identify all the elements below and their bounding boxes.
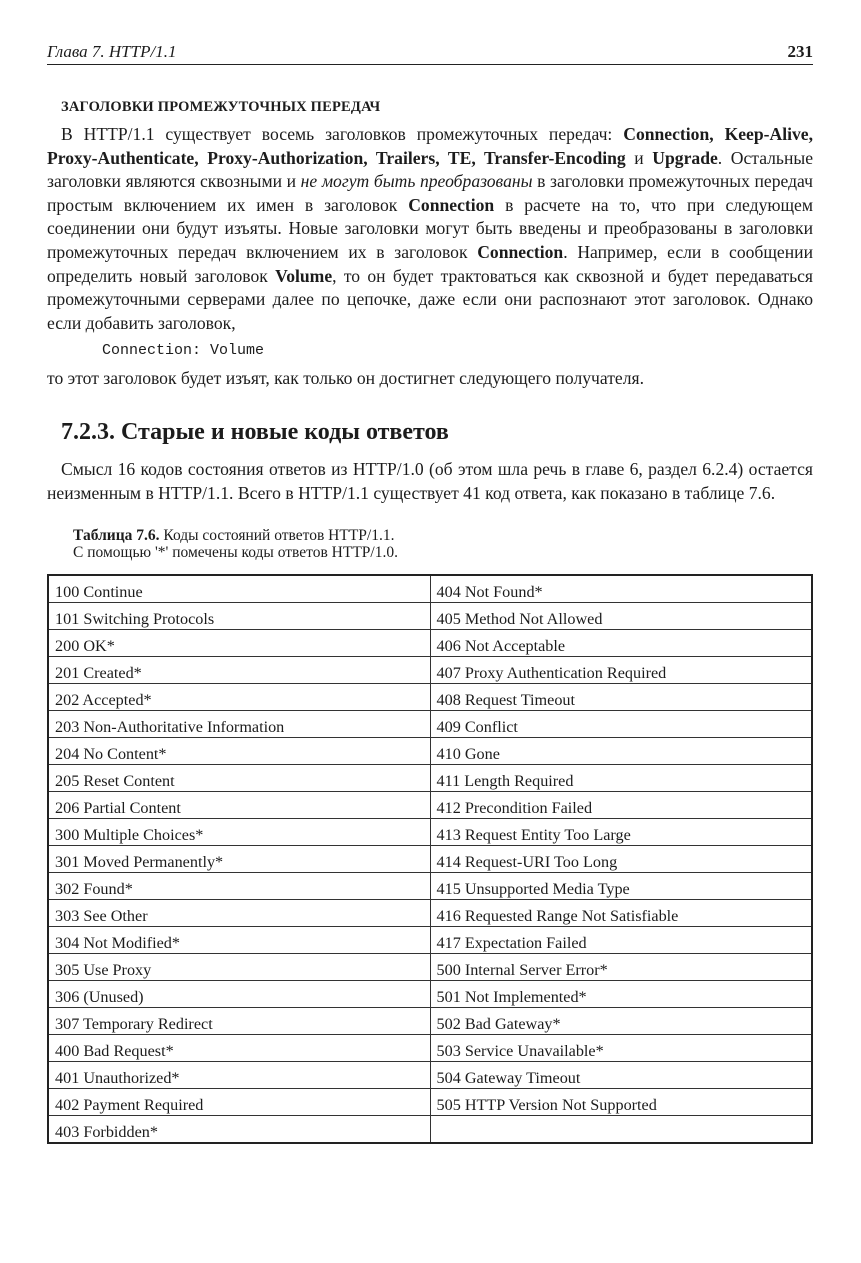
status-code-cell-left: 203 Non-Authoritative Information (48, 711, 430, 738)
table-row (48, 738, 812, 765)
status-code-cell-left: 400 Bad Request* (48, 1035, 430, 1062)
status-code-cell-left: 403 Forbidden* (48, 1116, 430, 1144)
table-row (48, 900, 812, 927)
table-row (48, 1062, 812, 1089)
table-row (48, 846, 812, 873)
status-code-cell-right: 503 Service Unavailable* (430, 1035, 812, 1062)
status-code-cell-right: 411 Length Required (430, 765, 812, 792)
status-code-cell-right (430, 1116, 812, 1144)
status-code-cell-left: 101 Switching Protocols (48, 603, 430, 630)
table-row (48, 575, 812, 603)
status-code-cell-right: 415 Unsupported Media Type (430, 873, 812, 900)
bold-connection: Connection (477, 241, 564, 262)
table-row (48, 819, 812, 846)
status-code-cell-right: 406 Not Acceptable (430, 630, 812, 657)
status-code-cell-right: 408 Request Timeout (430, 684, 812, 711)
status-code-cell-left: 204 No Content* (48, 738, 430, 765)
chapter-title: Глава 7. HTTP/1.1 (47, 42, 177, 61)
status-code-cell-right: 501 Not Implemented* (430, 981, 812, 1008)
page-number: 231 (787, 42, 813, 61)
table-row (48, 1035, 812, 1062)
status-code-cell-left: 300 Multiple Choices* (48, 819, 430, 846)
text-run: В HTTP/1.1 существует восемь заголовков промежуточных передач: (61, 124, 624, 144)
table-row (48, 603, 812, 630)
status-code-cell-left: 200 OK* (48, 630, 430, 657)
book-page (47, 40, 813, 1144)
status-code-cell-left: 304 Not Modified* (48, 927, 430, 954)
status-code-cell-right: 413 Request Entity Too Large (430, 819, 812, 846)
table-row (48, 792, 812, 819)
table-caption (73, 527, 813, 561)
bold-header-list: Connection, Keep-Alive, Proxy-Authenticate, Proxy-Authorization, Trailers, TE, Transfer-Encoding (47, 124, 813, 168)
status-code-cell-right: 404 Not Found* (430, 575, 812, 603)
status-code-cell-left: 303 See Other (48, 900, 430, 927)
table-row (48, 873, 812, 900)
status-code-cell-left: 402 Payment Required (48, 1089, 430, 1116)
table-row (48, 1116, 812, 1144)
bold-volume: Volume (275, 265, 333, 286)
status-code-cell-right: 502 Bad Gateway* (430, 1008, 812, 1035)
status-code-cell-left: 206 Partial Content (48, 792, 430, 819)
status-code-cell-right: 412 Precondition Failed (430, 792, 812, 819)
caption-label: Таблица 7.6. (73, 527, 160, 545)
status-code-cell-right: 409 Conflict (430, 711, 812, 738)
table-row (48, 1008, 812, 1035)
status-code-cell-right: 417 Expectation Failed (430, 927, 812, 954)
status-code-cell-left: 305 Use Proxy (48, 954, 430, 981)
text-run: в расчете на то, что при следующем соединении они будут изъяты. Новые заголовки могут быть введены и преобразованы в заголовки промежуточных передач включением их в заголовок (47, 194, 814, 262)
text-run: в заголовки промежуточных передач простым включением их имен в заголовок (47, 171, 813, 215)
table-row (48, 657, 812, 684)
table-row (48, 927, 812, 954)
table-row (48, 981, 812, 1008)
status-code-cell-left: 307 Temporary Redirect (48, 1008, 430, 1035)
table-row (48, 1089, 812, 1116)
status-code-cell-left: 201 Created* (48, 657, 430, 684)
status-code-cell-right: 414 Request-URI Too Long (430, 846, 812, 873)
text-run: . Остальные заголовки являются сквозными и (47, 147, 814, 192)
status-code-cell-left: 306 (Unused) (48, 981, 430, 1008)
table-row (48, 630, 812, 657)
running-header (47, 40, 813, 65)
status-code-cell-left: 205 Reset Content (48, 765, 430, 792)
italic-emphasis: не могут быть преобразованы (300, 171, 533, 192)
status-code-cell-left: 401 Unauthorized* (48, 1062, 430, 1089)
caption-text: Коды состояний ответов HTTP/1.1. (159, 527, 395, 545)
status-code-cell-right: 407 Proxy Authentication Required (430, 657, 812, 684)
status-code-cell-right: 410 Gone (430, 738, 812, 765)
table-row (48, 711, 812, 738)
text-run: . Например, если в сообщении определить новый заголовок (47, 241, 813, 286)
status-code-cell-right: 500 Internal Server Error* (430, 954, 812, 981)
status-codes-table (47, 574, 813, 1144)
text-run: и (625, 147, 653, 168)
subsection-heading: 7.2.3. Старые и новые коды ответов (61, 418, 449, 445)
status-code-cell-right: 416 Requested Range Not Satisfiable (430, 900, 812, 927)
status-code-cell-right: 405 Method Not Allowed (430, 603, 812, 630)
status-code-cell-right: 504 Gateway Timeout (430, 1062, 812, 1089)
paragraph-hop-by-hop (47, 123, 813, 335)
caption-line2: С помощью '*' помечены коды ответов HTTP/1.0. (73, 544, 398, 562)
bold-upgrade: Upgrade (652, 147, 718, 168)
code-example: Connection: Volume (102, 342, 265, 360)
status-code-cell-right: 505 HTTP Version Not Supported (430, 1089, 812, 1116)
paragraph-response-codes (47, 458, 813, 505)
section-title: ЗАГОЛОВКИ ПРОМЕЖУТОЧНЫХ ПЕРЕДАЧ (61, 99, 381, 115)
text-run: Смысл 16 кодов состояния ответов из HTTP/1.0 (об этом шла речь в главе 6, раздел 6.2.4) остается неизменным в HTTP/1.1. Всего в HTTP/1.1 существует 41 код ответа, как показано в таблице 7.6. (47, 458, 813, 503)
status-code-cell-left: 301 Moved Permanently* (48, 846, 430, 873)
table-row (48, 954, 812, 981)
status-code-cell-left: 100 Continue (48, 575, 430, 603)
bold-connection: Connection (408, 194, 495, 215)
table-row (48, 765, 812, 792)
status-code-cell-left: 302 Found* (48, 873, 430, 900)
status-codes-table-body (48, 575, 812, 1143)
text-run: , то он будет трактоваться как сквозной и будет передаваться промежуточными серверами далее по цепочке, даже если они распознают этот заголовок. Однако если добавить заголовок, (47, 265, 813, 333)
status-code-cell-left: 202 Accepted* (48, 684, 430, 711)
table-row (48, 684, 812, 711)
paragraph-removed: то этот заголовок будет изъят, как только он достигнет следующего получателя. (47, 368, 645, 389)
